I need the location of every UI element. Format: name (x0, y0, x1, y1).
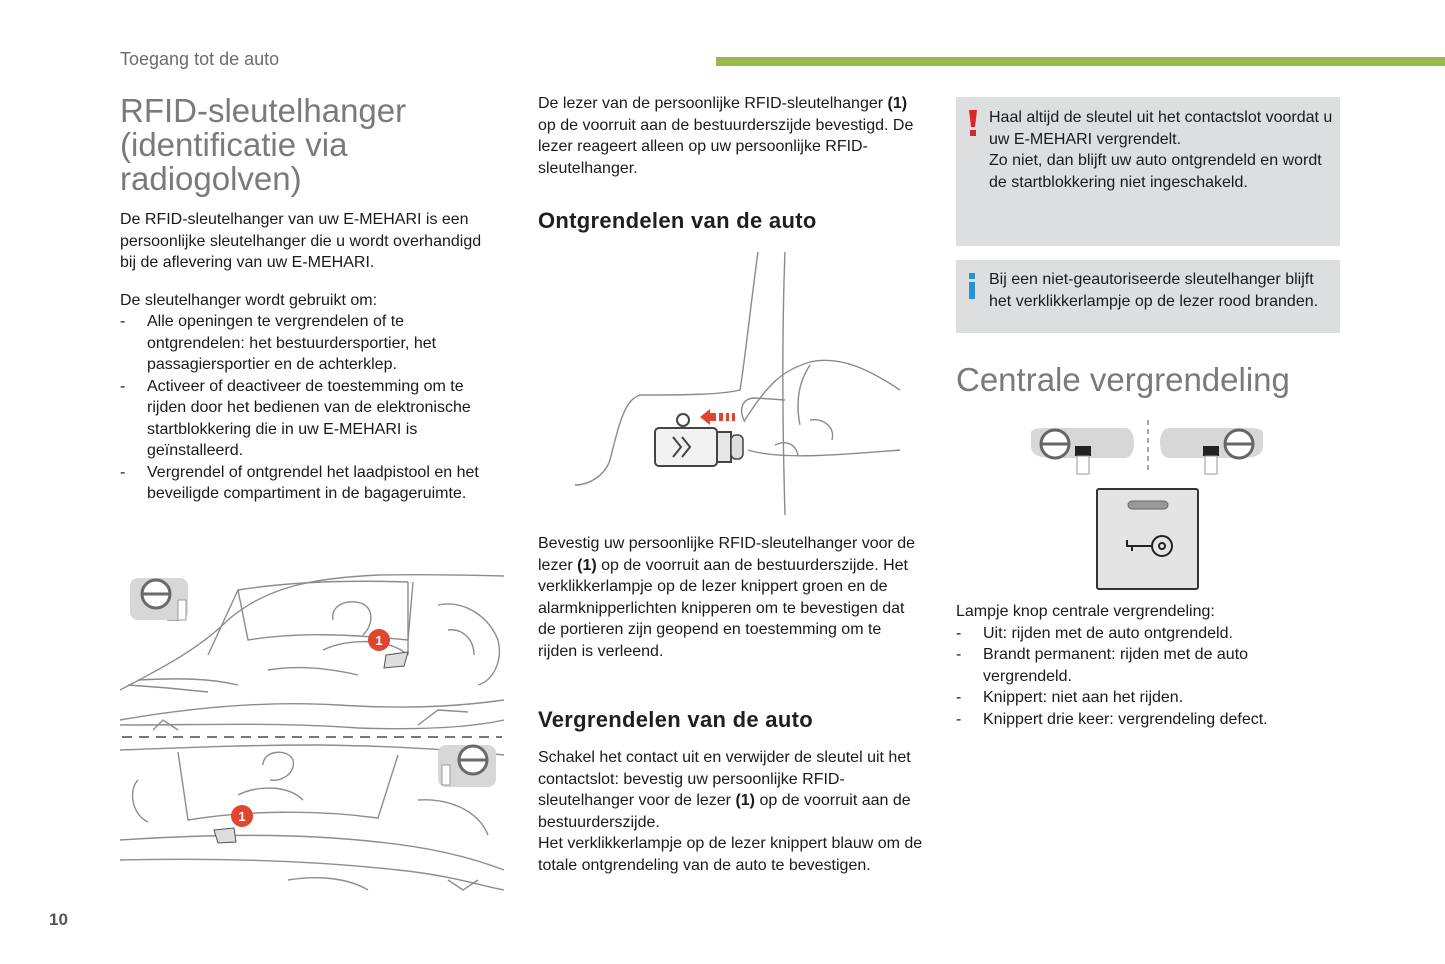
list-item: - Knippert drie keer: vergrendeling defect. (956, 709, 1340, 731)
warning-line: Haal altijd de sleutel uit het contactslot voordat u uw E-MEHARI vergrendelt. (989, 109, 1333, 148)
page-title (120, 94, 520, 196)
reader-paragraph (538, 93, 923, 179)
rfid-reader (655, 414, 743, 466)
callout-label: 1 (238, 809, 246, 824)
info-text: Bij een niet-geautoriseerde sleutelhanger blijft het verklikkerlampje op de lezer rood branden. (989, 271, 1319, 310)
info-icon (966, 272, 978, 300)
lock-paragraph (538, 747, 923, 876)
title-line: (identificatie via (120, 126, 348, 163)
text-run: Schakel het contact uit en verwijder de sleutel uit het contactslot: bevestig uw persoonlijke RFID-sleutelhanger voor de lezer (538, 749, 911, 809)
header-accent-bar (716, 57, 1445, 66)
left-hand-drive-icon (1031, 428, 1134, 474)
unlock-heading: Ontgrendelen van de auto (538, 208, 817, 233)
arrow-left-icon (700, 409, 735, 425)
reference-label: (1) (735, 792, 756, 809)
intro-paragraph: De RFID-sleutelhanger van uw E-MEHARI is een persoonlijke sleutelhanger die u wordt overhandigd bij de aflevering van uw E-MEHARI. (120, 211, 482, 271)
page-number: 10 (49, 910, 68, 929)
steering-wheel-icon (130, 578, 188, 620)
car-interior-illustration (118, 560, 506, 910)
right-hand-drive-icon (1160, 428, 1263, 474)
unlock-paragraph (538, 533, 923, 662)
callout-marker (231, 805, 253, 827)
warning-box (956, 97, 1340, 246)
list-item: - Alle openingen te vergrendelen of te ontgrendelen: het bestuurdersportier, het passagiersportier en de achterklep. (120, 311, 498, 376)
list-item: - Uit: rijden met de auto ontgrendeld. (956, 623, 1340, 645)
steering-wheel-icon (438, 745, 496, 787)
central-locking-illustration (1025, 418, 1270, 594)
title-line: RFID-sleutelhanger (120, 92, 407, 129)
text-run: op de voorruit aan de bestuurderszijde bevestigd. De lezer reageert alleen op uw persoonlijke RFID-sleutelhanger. (538, 116, 914, 177)
lamp-block (956, 601, 1340, 730)
lamp-intro: Lampje knop centrale vergrendeling: (956, 603, 1215, 620)
title-line: radiogolven) (120, 160, 302, 197)
lock-confirmation: Het verklikkerlampje op de lezer knippert blauw om de totale ontgrendeling van de auto te bevestigen. (538, 835, 923, 874)
lamp-list (956, 623, 1340, 731)
text-run: De lezer van de persoonlijke RFID-sleutelhanger (538, 95, 888, 112)
list-item: - Knippert: niet aan het rijden. (956, 687, 1340, 709)
info-box (956, 260, 1340, 333)
lock-heading: Vergrendelen van de auto (538, 707, 813, 732)
list-item: - Brandt permanent: rijden met de auto vergrendeld. (956, 644, 1340, 687)
text-run: op de voorruit aan de bestuurderszijde. Het verklikkerlampje op de lezer knippert groen en de alarmknipperlichten knipperen om te bevestigen dat de portieren zijn geopend en toestemming om te rijden is verleend. (538, 556, 908, 660)
list-item: - Activeer of deactiveer de toestemming om te rijden door het bedienen van de elektronische startblokkering die in uw E-MEHARI is geïnstalleerd. (120, 376, 498, 462)
central-locking-title: Centrale vergrendeling (956, 361, 1290, 398)
warning-text (989, 107, 1334, 193)
reference-label: (1) (577, 556, 597, 574)
usage-intro: De sleutelhanger wordt gebruikt om: (120, 291, 378, 309)
usage-list (120, 311, 498, 505)
text-run: op de voorruit aan de bestuurderszijde. (538, 792, 911, 831)
exclamation-icon (966, 109, 980, 137)
callout-marker (368, 629, 390, 651)
reference-label: (1) (887, 95, 908, 112)
intro-block (120, 209, 498, 505)
warning-line: Zo niet, dan blijft uw auto ontgrendeld en wordt de startblokkering niet ingeschakeld. (989, 152, 1322, 191)
central-locking-button (1097, 489, 1198, 589)
callout-label: 1 (375, 633, 383, 648)
section-title: Toegang tot de auto (120, 49, 280, 69)
list-item: - Vergrendel of ontgrendel het laadpistool en het beveiligde compartiment in de bagageruimte. (120, 462, 498, 505)
rfid-reader-illustration (570, 250, 910, 520)
text-run: Bevestig uw persoonlijke RFID-sleutelhanger voor de lezer (538, 535, 916, 574)
